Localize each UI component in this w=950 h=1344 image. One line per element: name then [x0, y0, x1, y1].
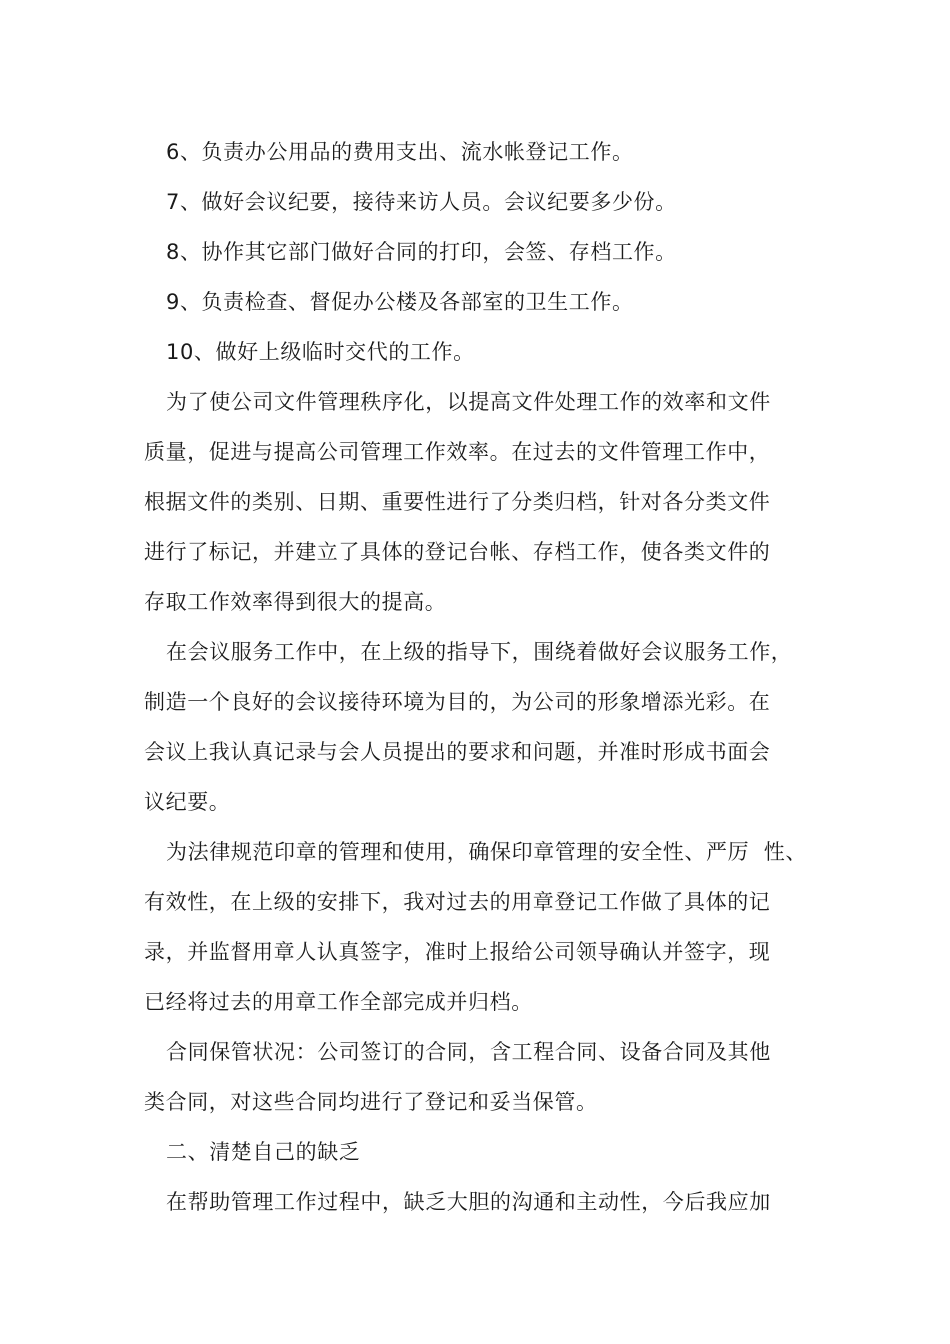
list-item: 10、做好上级临时交代的工作。 [166, 340, 475, 364]
list-item: 6、负责办公用品的费用支出、流水帐登记工作。 [166, 140, 634, 164]
section-heading: 二、清楚自己的缺乏 [166, 1140, 361, 1164]
paragraph-line: 为法律规范印章的管理和使用，确保印章管理的安全性、严厉 性、 [166, 840, 807, 864]
paragraph-line: 议纪要。 [144, 790, 231, 814]
paragraph-line: 在帮助管理工作过程中，缺乏大胆的沟通和主动性，今后我应加 [166, 1190, 771, 1214]
list-item: 8、协作其它部门做好合同的打印，会签、存档工作。 [166, 240, 677, 264]
list-item: 7、做好会议纪要，接待来访人员。会议纪要多少份。 [166, 190, 677, 214]
paragraph-seal-management [144, 827, 834, 1027]
paragraph-line: 为了使公司文件管理秩序化，以提高文件处理工作的效率和文件 [166, 390, 771, 414]
document-body [144, 127, 834, 1227]
list-item: 9、负责检查、督促办公楼及各部室的卫生工作。 [166, 290, 634, 314]
paragraph-line: 质量，促进与提高公司管理工作效率。在过去的文件管理工作中， [144, 440, 771, 464]
paragraph-contract-custody [144, 1027, 834, 1127]
paragraph-line: 合同保管状况：公司签订的合同，含工程合同、设备合同及其他 [166, 1040, 771, 1064]
paragraph-line: 类合同，对这些合同均进行了登记和妥当保管。 [144, 1090, 598, 1114]
paragraph-line: 制造一个良好的会议接待环境为目的，为公司的形象增添光彩。在 [144, 690, 771, 714]
paragraph-shortcomings [144, 1177, 834, 1227]
paragraph-line: 存取工作效率得到很大的提高。 [144, 590, 447, 614]
paragraph-line: 录，并监督用章人认真签字，准时上报给公司领导确认并签字，现 [144, 940, 771, 964]
paragraph-file-management [144, 377, 834, 627]
paragraph-line: 进行了标记，并建立了具体的登记台帐、存档工作，使各类文件的 [144, 540, 771, 564]
paragraph-line: 已经将过去的用章工作全部完成并归档。 [144, 990, 533, 1014]
paragraph-line: 根据文件的类别、日期、重要性进行了分类归档，针对各分类文件 [144, 490, 771, 514]
paragraph-line: 有效性，在上级的安排下，我对过去的用章登记工作做了具体的记 [144, 890, 771, 914]
paragraph-meeting-service [144, 627, 834, 827]
paragraph-line: 会议上我认真记录与会人员提出的要求和问题，并准时形成书面会 [144, 740, 771, 764]
paragraph-line: 在会议服务工作中，在上级的指导下，围绕着做好会议服务工作， [166, 640, 793, 664]
